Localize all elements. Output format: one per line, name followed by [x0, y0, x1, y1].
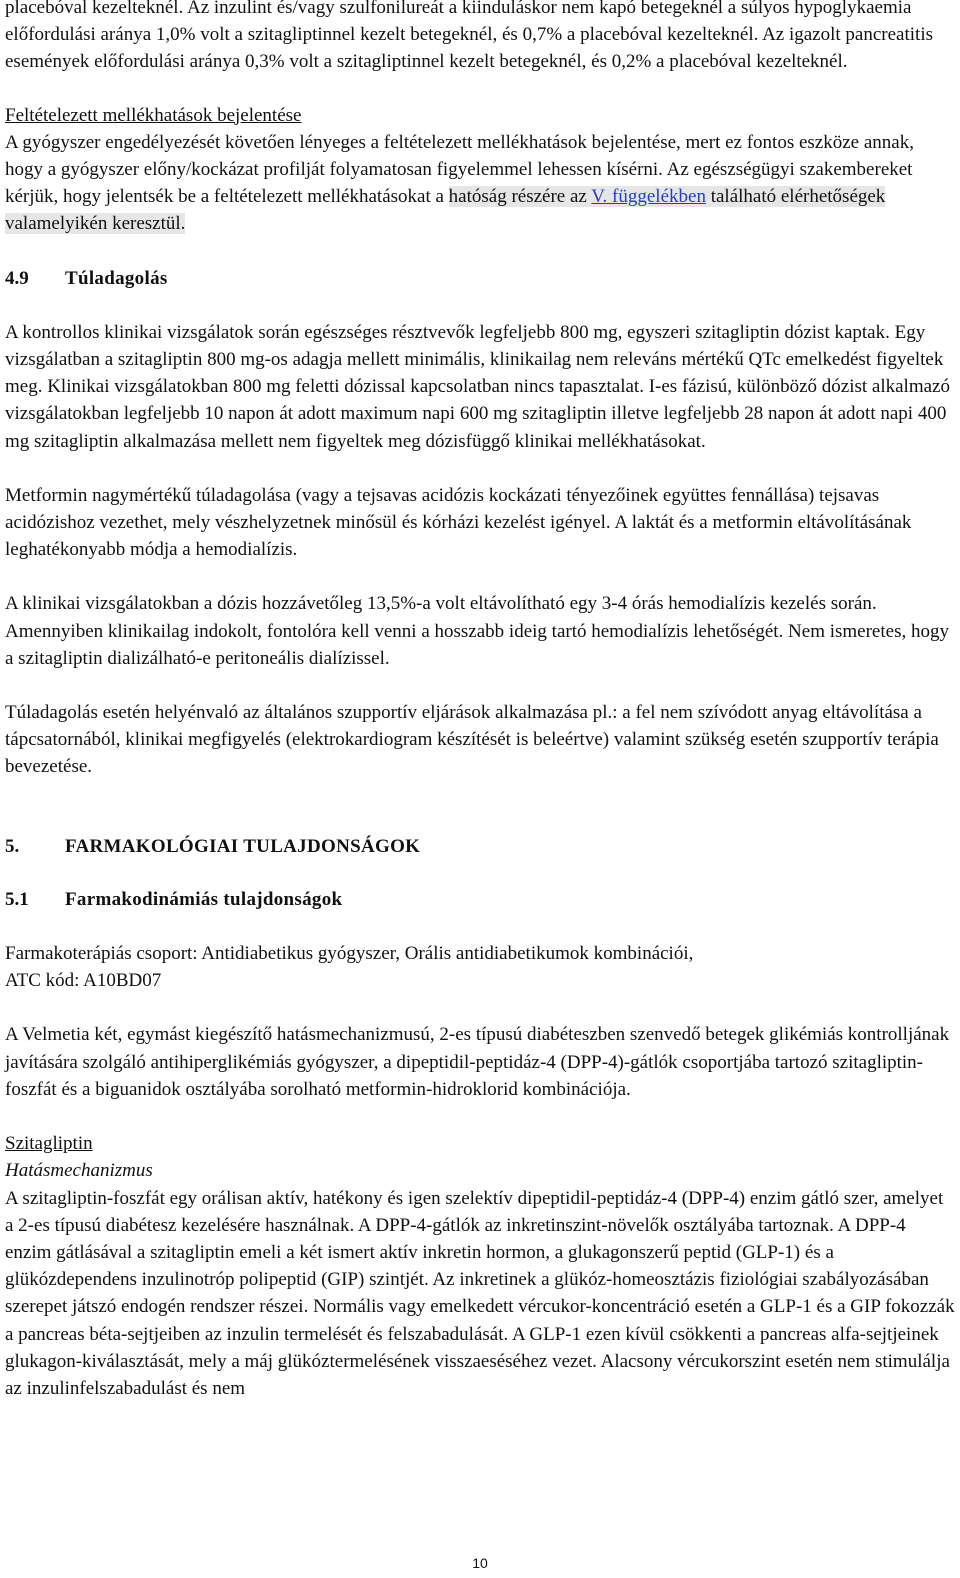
page-number: 10 — [472, 1555, 488, 1571]
paragraph-hypoglycaemia: placebóval kezelteknél. Az inzulint és/vagy szulfonilureát a kiinduláskor nem kapó betegeknél a súlyos hypoglykaemia előfordulási aránya 1,0% volt a szitagliptinnel kezelt betegeknél, és 0,7% a placebóval kezelteknél. Az igazolt pancreatitis események előfordulási aránya 0,3% volt a szitagliptinnel kezelt betegeknél, és 0,2% a placebóval kezelteknél. — [5, 0, 933, 73]
mechanism-heading: Hatásmechanizmus — [5, 1160, 153, 1182]
reporting-heading-text: Feltételezett mellékhatások bejelentése — [5, 104, 302, 126]
section-5-1-title: Farmakodinámiás tulajdonságok — [65, 888, 343, 910]
section-5-1-number: 5.1 — [5, 888, 29, 910]
reporting-highlight-end: található elérhetőségek valamelyikén keresztül. — [5, 186, 886, 235]
section-5-number: 5. — [5, 835, 20, 857]
paragraph-velmetia: A Velmetia két, egymást kiegészítő hatásmechanizmusú, 2-es típusú diabéteszben szenvedő betegek glikémiás kontrolljának javítására szolgáló antihiperglikémiás gyógyszer, a dipeptidil-peptidáz-4 (DPP-4)-gátlók csoportjába tartozó szitagliptin-foszfát és a biguanidok osztályába sorolható metformin-hidroklorid kombinációja. — [5, 1024, 950, 1100]
pharmacotherapeutic-group-line: Farmakoterápiás csoport: Antidiabetikus gyógyszer, Orális antidiabetikumok kombinációi, — [5, 943, 694, 965]
document-page — [5, 0, 955, 1402]
paragraph-reporting — [5, 129, 955, 238]
reporting-highlight-start: hatóság részére az — [448, 186, 592, 208]
reporting-text: A gyógyszer engedélyezését követően lényeges a feltételezett mellékhatások bejelentése, mert ez fontos eszköze annak, hogy a gyógyszer előny/kockázat profilját folyamatosan figyelemmel lehessen kísérni. Az egészségügyi szakembereket kérjük, hogy jelentsék be a feltételezett mellékhatásokat a — [5, 131, 914, 208]
reporting-heading — [5, 102, 955, 129]
section-5-heading — [5, 833, 955, 860]
section-4-9-number: 4.9 — [5, 267, 29, 289]
sitagliptin-heading-text: Szitagliptin — [5, 1133, 93, 1155]
paragraph-mechanism: A szitagliptin-foszfát egy orálisan aktív, hatékony és igen szelektív dipeptidil-peptidáz-4 (DPP-4) enzim gátló szer, amelyet a 2-es típusú diabétesz kezelésére használnak. A DPP-4-gátlók az inkretinszint-növelők osztályába tartoznak. A DPP-4 enzim gátlásával a szitagliptin emeli a két ismert aktív inkretin hormon, a glukagonszerű peptid (GLP-1) és a glükózdependens inzulinotróp polipeptid (GIP) szintjét. Az inkretinek a glükóz-homeosztázis fiziológiai szabályozásában szerepet játszó endogén rendszer részei. Normális vagy emelkedett vércukor-koncentráció esetén a GLP-1 és a GIP fokozzák a pancreas béta-sejtjeiben az inzulin termelését és felszabadulását. A GLP-1 ezen kívül csökkenti a pancreas alfa-sejtjeinek glukagon-kiválasztását, mely a máj glükóztermelésének visszaeséséhez vezet. Alacsony vércukorszint esetén nem stimulálja az inzulinfelszabadulást és nem — [5, 1187, 955, 1399]
section-5-title: FARMAKOLÓGIAI TULAJDONSÁGOK — [65, 835, 421, 857]
section-4-9-title: Túladagolás — [65, 267, 168, 289]
paragraph-overdose-1: A kontrollos klinikai vizsgálatok során egészséges résztvevők legfeljebb 800 mg, egyszeri szitagliptin dózist kaptak. Egy vizsgálatban a szitagliptin 800 mg-os adagja mellett minimális, klinikailag nem releváns mértékű QTc emelkedést figyeltek meg. Klinikai vizsgálatokban 800 mg feletti dózissal kapcsolatban nincs tapasztalat. I-es fázisú, különböző dózist alkalmazó vizsgálatokban legfeljebb 10 napon át adott maximum napi 600 mg szitagliptin illetve legfeljebb 28 napon át adott napi 400 mg szitagliptin alkalmazása mellett nem figyeltek meg dózisfüggő klinikai mellékhatásokat. — [5, 321, 950, 452]
section-4-9-heading — [5, 265, 955, 292]
atc-code-line: ATC kód: A10BD07 — [5, 970, 162, 992]
sitagliptin-heading — [5, 1130, 955, 1157]
appendix-v-link[interactable]: V. függelékben — [591, 186, 706, 208]
paragraph-overdose-3: A klinikai vizsgálatokban a dózis hozzávetőleg 13,5%-a volt eltávolítható egy 3-4 órás hemodialízis kezelés során. Amennyiben klinikailag indokolt, fontolóra kell venni a hosszabb ideig tartó hemodialízis lehetőségét. Nem ismeretes, hogy a szitagliptin dializálható-e peritoneális dialízissel. — [5, 593, 949, 669]
paragraph-overdose-4: Túladagolás esetén helyénvaló az általános szupportív eljárások alkalmazása pl.: a fel nem szívódott anyag eltávolítása a tápcsatornából, klinikai megfigyelés (elektrokardiogram készítését is beleértve) valamint szükség esetén szupportív terápia bevezetése. — [5, 702, 939, 778]
paragraph-overdose-2: Metformin nagymértékű túladagolása (vagy a tejsavas acidózis kockázati tényezőinek együttes fennállása) tejsavas acidózishoz vezethet, mely vészhelyzetnek minősül és kórházi kezelést igényel. A laktát és a metformin eltávolításának leghatékonyabb módja a hemodialízis. — [5, 484, 912, 561]
section-5-1-heading — [5, 886, 955, 913]
